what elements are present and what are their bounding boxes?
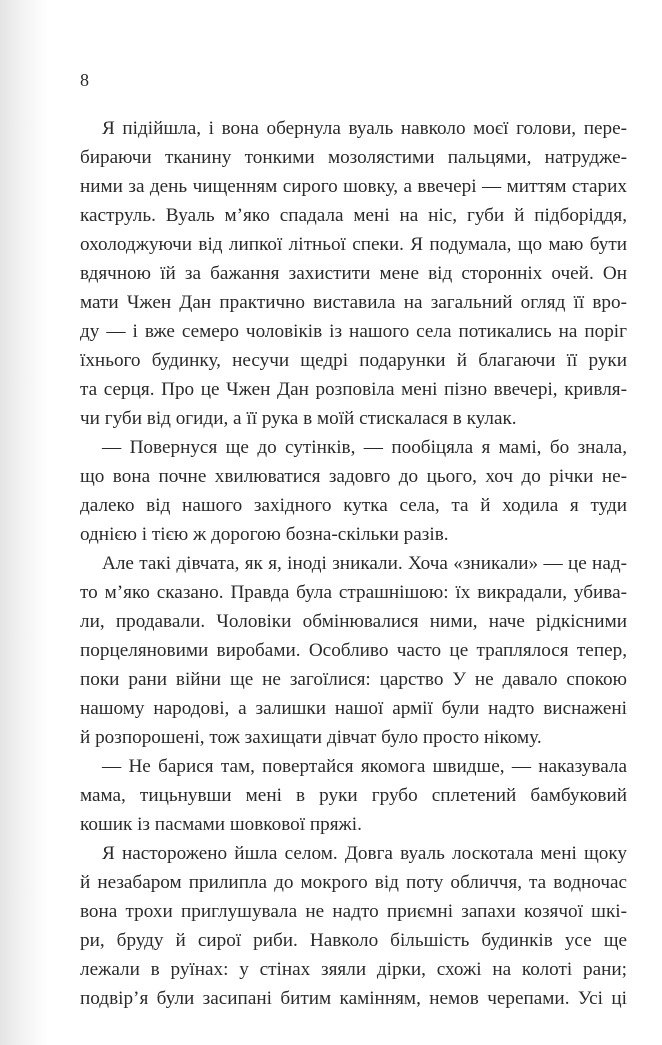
text-line: — Повернуся ще до сутінків, — пообіцяла я мамі, бо знала,: [102, 437, 627, 458]
text-line: подвір’я були засипані битим камінням, немов черепами. Усі ці: [80, 988, 627, 1009]
text-line: Але такі дівчата, як я, іноді зникали. Хоча «зникали» — це над-: [102, 553, 627, 574]
text-line: й розпорошені, тож захищати дівчат було просто нікому.: [80, 727, 542, 748]
text-line: ду — і вже семеро чоловіків із нашого села потикались на поріг: [80, 321, 627, 342]
text-line: лежали в руїнах: у стінах зяяли дірки, схожі на колоті рани;: [80, 959, 627, 980]
text-line: ли, продавали. Чоловіки обмінювалися ними, наче рідкісними: [80, 611, 627, 632]
paragraph: [80, 839, 627, 1013]
text-line: каструль. Вуаль м’яко спадала мені на ніс, губи й підборіддя,: [80, 205, 627, 226]
text-line: далеко від нашого західного кутка села, та й ходила я туди: [80, 495, 627, 516]
body-text: [80, 114, 627, 1013]
text-line: поки рани війни ще не загоїлися: царство У не давало спокою: [80, 669, 627, 690]
text-line: ними за день чищенням сирого шовку, а ввечері — миттям старих: [80, 176, 627, 197]
text-line: ри, бруду й сирої риби. Навколо більшість будинків усе ще: [80, 930, 627, 951]
text-line: їхнього будинку, несучи щедрі подарунки й благаючи її руки: [80, 350, 627, 371]
paragraph: [80, 433, 627, 549]
text-line: — Не барися там, повертайся якомога швидше, — наказувала: [102, 756, 627, 777]
paragraph: [80, 114, 627, 433]
text-line: мама, тицьнувши мені в руки грубо сплетений бамбуковий: [80, 785, 627, 806]
text-line: чи губи від огиди, а її рука в моїй стискалася в кулак.: [80, 408, 517, 429]
page-gutter-shadow: [0, 0, 48, 1045]
text-line: бираючи тканину тонкими мозолястими пальцями, натрудже-: [80, 147, 627, 168]
paragraph: [80, 549, 627, 752]
text-line: однією і тією ж дорогою бозна-скільки разів.: [80, 524, 449, 545]
text-line: нашому народові, а залишки нашої армії були надто виснажені: [80, 698, 627, 719]
text-line: Я насторожено йшла селом. Довга вуаль лоскотала мені щоку: [102, 843, 627, 864]
text-line: що вона почне хвилюватися задовго до цього, хоч до річки не-: [80, 466, 627, 487]
text-line: то м’яко сказано. Правда була страшнішою: їх викрадали, убива-: [80, 582, 627, 603]
text-line: кошик із пасмами шовкової пряжі.: [80, 814, 362, 835]
text-line: вдячною їй за бажання захистити мене від сторонніх очей. Он: [80, 263, 627, 284]
page-number: 8: [80, 70, 89, 90]
text-line: вона трохи приглушувала не надто приємні запахи козячої шкі-: [80, 901, 627, 922]
text-line: охолоджуючи від липкої літньої спеки. Я подумала, що маю бути: [80, 234, 627, 255]
text-line: та серця. Про це Чжен Дан розповіла мені пізно ввечері, кривля-: [80, 379, 627, 400]
text-line: Я підійшла, і вона обернула вуаль навколо моєї голови, пере-: [102, 118, 627, 139]
text-line: й незабаром прилипла до мокрого від поту обличчя, та водночас: [80, 872, 627, 893]
text-line: порцеляновими виробами. Особливо часто це траплялося тепер,: [80, 640, 627, 661]
text-line: мати Чжен Дан практично виставила на загальний огляд її вро-: [80, 292, 627, 313]
paragraph: [80, 752, 627, 839]
